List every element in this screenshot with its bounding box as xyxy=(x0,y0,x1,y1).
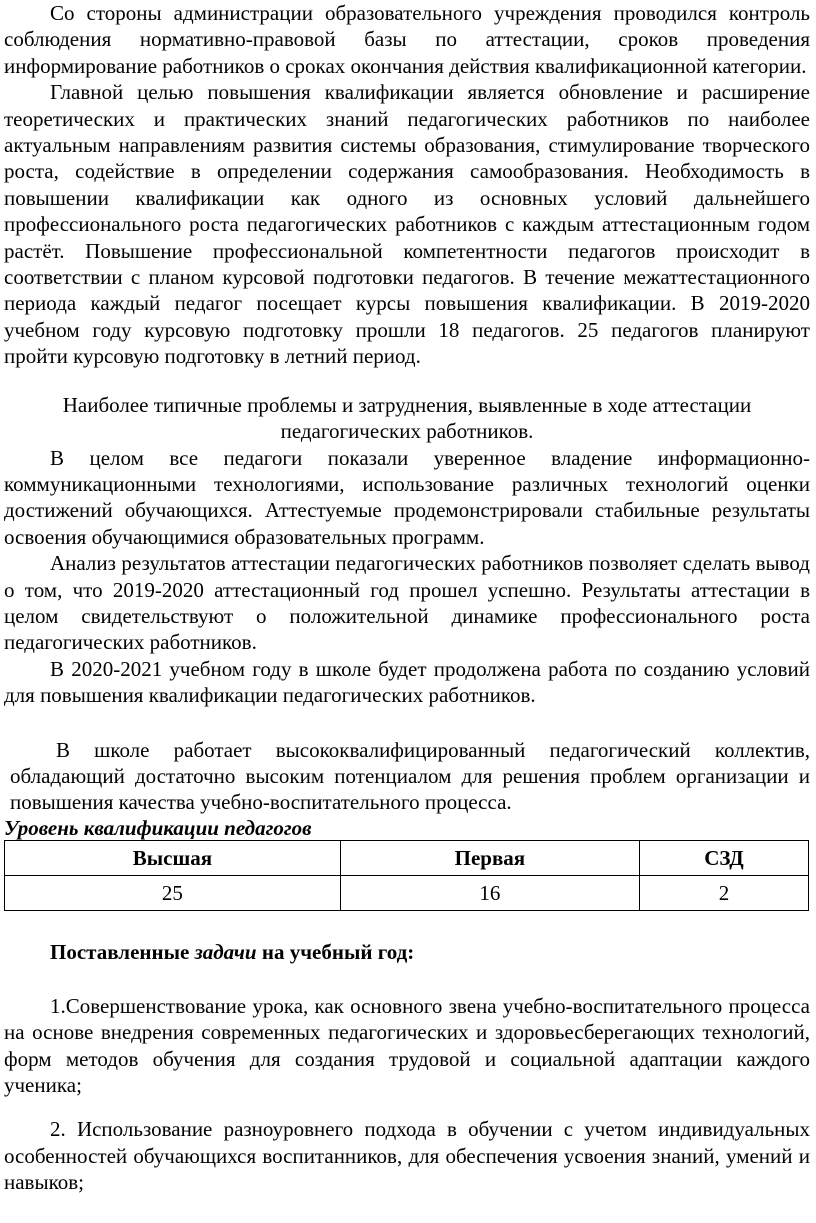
tasks-heading-pre: Поставленные xyxy=(50,939,195,964)
spacer xyxy=(4,965,810,993)
table-row xyxy=(5,875,809,910)
qualification-table xyxy=(4,840,809,911)
header-cell-szd: СЗД xyxy=(639,840,808,875)
paragraph-attestation-control: Со стороны администрации образовательного учреждения проводился контроль соблюдения нормативно-правовой базы по аттестации, сроков проведения информирование работников о сроках окончания действия квалификационной категории. xyxy=(4,1,810,78)
table-caption: Уровень квалификации педагогов xyxy=(4,815,312,840)
spacer xyxy=(4,709,810,737)
tasks-heading-emphasis: задачи xyxy=(194,939,257,964)
tasks-heading-post: на учебный год: xyxy=(256,939,415,964)
paragraph-next-year-plan: В 2020-2021 учебном году в школе будет продолжена работа по созданию условий для повышения квалификации педагогических работников. xyxy=(4,656,810,708)
paragraph-qualified-staff: В школе работает высококвалифицированный педагогический коллектив, обладающий достаточно высоким потенциалом для решения проблем организации и повышения качества учебно-воспитательного процесса. xyxy=(10,737,810,815)
paragraph-ict-skills: В целом все педагоги показали уверенное владение информационно-коммуникационными технологиями, использование различных технологий оценки достижений обучающихся. Аттестуемые продемонстрировали стабильные результаты освоения обучающимися образовательных программ. xyxy=(4,445,810,549)
staff-paragraph-block xyxy=(4,737,810,816)
header-cell-highest: Высшая xyxy=(5,840,341,875)
value-cell-highest: 25 xyxy=(5,875,341,910)
section-subtitle: Наиболее типичные проблемы и затруднения, выявленные в ходе аттестации педагогических работников. xyxy=(62,392,752,444)
task-item-1: 1.Совершенствование урока, как основного звена учебно-воспитательного процесса на основе внедрения современных педагогических и здоровьесберегающих технологий, форм методов обучения для создания трудовой и социальной адаптации каждого ученика; xyxy=(4,993,810,1097)
paragraph-attestation-analysis: Анализ результатов аттестации педагогических работников позволяет сделать вывод о том, что 2019-2020 аттестационный год прошел успешно. Результаты аттестации в целом свидетельствуют о положительной динамике профессионального роста педагогических работников. xyxy=(4,551,810,655)
value-cell-first: 16 xyxy=(340,875,639,910)
spacer xyxy=(4,1098,810,1116)
value-cell-szd: 2 xyxy=(639,875,808,910)
task-item-2: 2. Использование разноуровнего подхода в обучении с учетом индивидуальных особенностей обучающихся воспитанников, для обеспечения усвоения знаний, умений и навыков; xyxy=(4,1117,810,1195)
tasks-heading xyxy=(4,939,810,965)
spacer xyxy=(4,911,810,939)
paragraph-qualification-goal: Главной целью повышения квалификации является обновление и расширение теоретических и практических знаний педагогических работников по наиболее актуальным направлениям развития системы образования, стимулирование творческого роста, содействие в определении содержания самообразования. Необходимость в повышении квалификации как одного из основных условий дальнейшего профессионального роста педагогических работников с каждым аттестационным годом растёт. Повышение профессиональной компетентности педагогов происходит в соответствии с планом курсовой подготовки педагогов. В течение межаттестационного периода каждый педагог посещает курсы повышения квалификации. В 2019-2020 учебном году курсовую подготовку прошли 18 педагогов. 25 педагогов планируют пройти курсовую подготовку в летний период. xyxy=(4,80,810,369)
header-cell-first: Первая xyxy=(340,840,639,875)
spacer xyxy=(4,370,810,392)
table-header-row xyxy=(5,840,809,875)
